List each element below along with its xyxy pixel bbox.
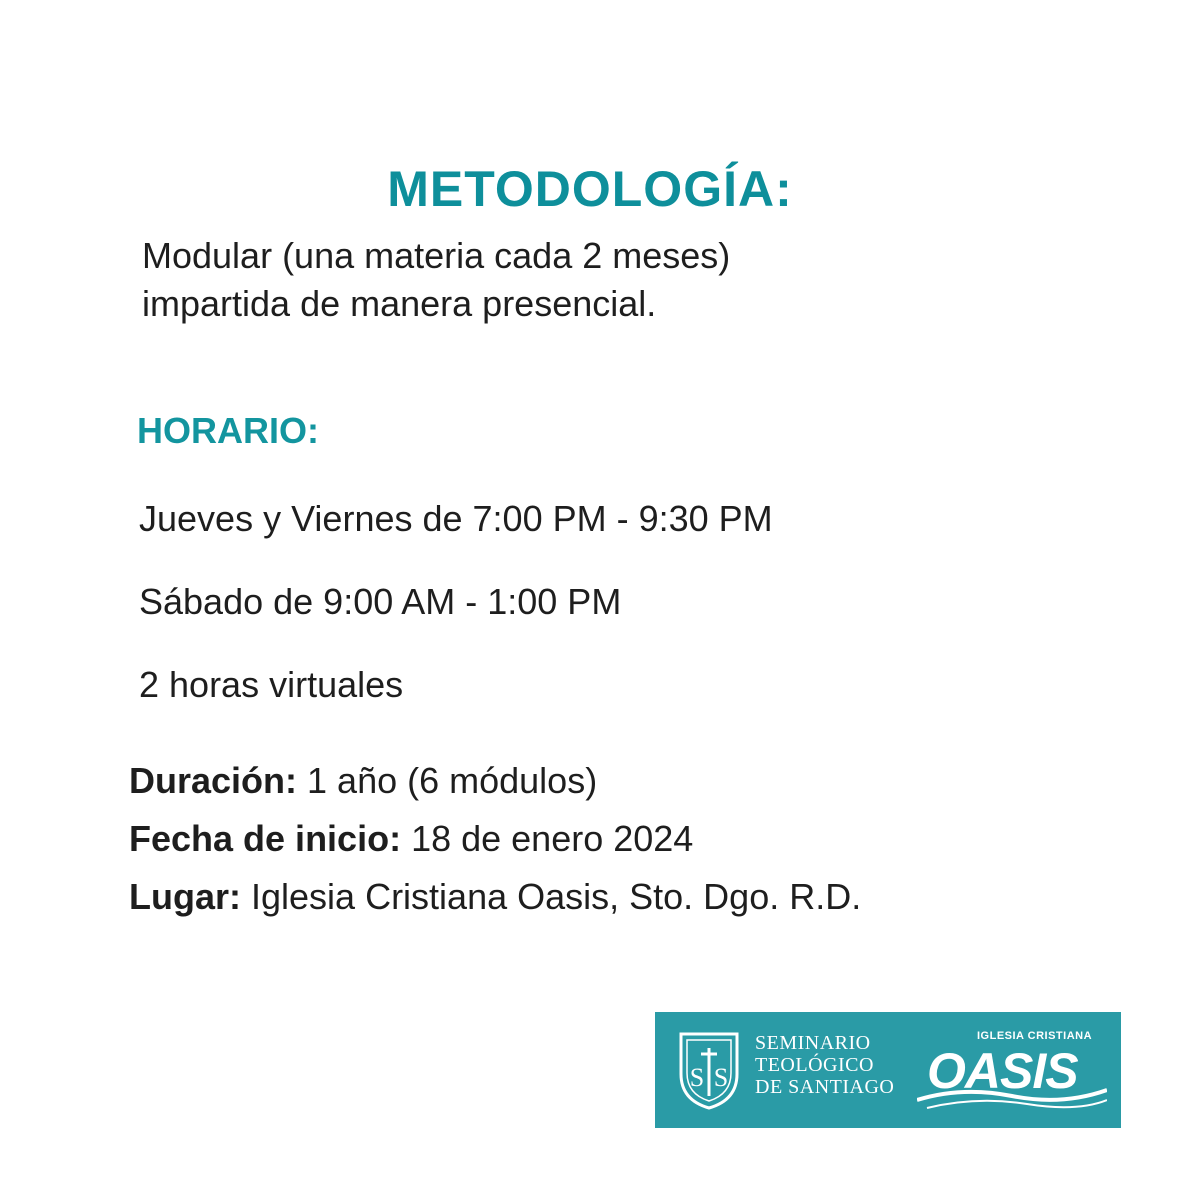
detail-fecha (129, 818, 693, 860)
detail-lugar-value: Iglesia Cristiana Oasis, Sto. Dgo. R.D. (241, 876, 862, 917)
seminario-shield-icon (677, 1028, 741, 1112)
seminario-name (755, 1032, 894, 1098)
horario-title: HORARIO: (137, 410, 319, 451)
detail-duracion-value: 1 año (6 módulos) (297, 760, 598, 801)
oasis-logo: OASIS (927, 1043, 1078, 1099)
detail-lugar-label: Lugar: (129, 876, 241, 917)
seminario-line-1: SEMINARIO (755, 1032, 871, 1054)
logos-banner (655, 1012, 1121, 1128)
oasis-wave-icon (917, 1082, 1107, 1112)
seminario-mark-right: S (713, 1063, 729, 1092)
metodologia-line-1: Modular (una materia cada 2 meses) (142, 235, 731, 276)
seminario-line-3: DE SANTIAGO (755, 1076, 895, 1098)
iglesia-label: IGLESIA CRISTIANA (977, 1030, 1093, 1042)
metodologia-line-2: impartida de manera presencial. (142, 283, 657, 324)
metodologia-title: METODOLOGÍA: (387, 161, 793, 217)
detail-duracion (129, 760, 597, 802)
detail-fecha-value: 18 de enero 2024 (401, 818, 694, 859)
seminario-line-2: TEOLÓGICO (755, 1054, 874, 1076)
horario-item-weekdays: Jueves y Viernes de 7:00 PM - 9:30 PM (139, 498, 773, 539)
detail-lugar (129, 876, 861, 918)
horario-item-saturday: Sábado de 9:00 AM - 1:00 PM (139, 581, 622, 622)
detail-duracion-label: Duración: (129, 760, 298, 801)
metodologia-description (142, 232, 730, 328)
detail-fecha-label: Fecha de inicio: (129, 818, 402, 859)
horario-item-virtual: 2 horas virtuales (139, 664, 404, 705)
seminario-mark-left: S (689, 1063, 705, 1092)
